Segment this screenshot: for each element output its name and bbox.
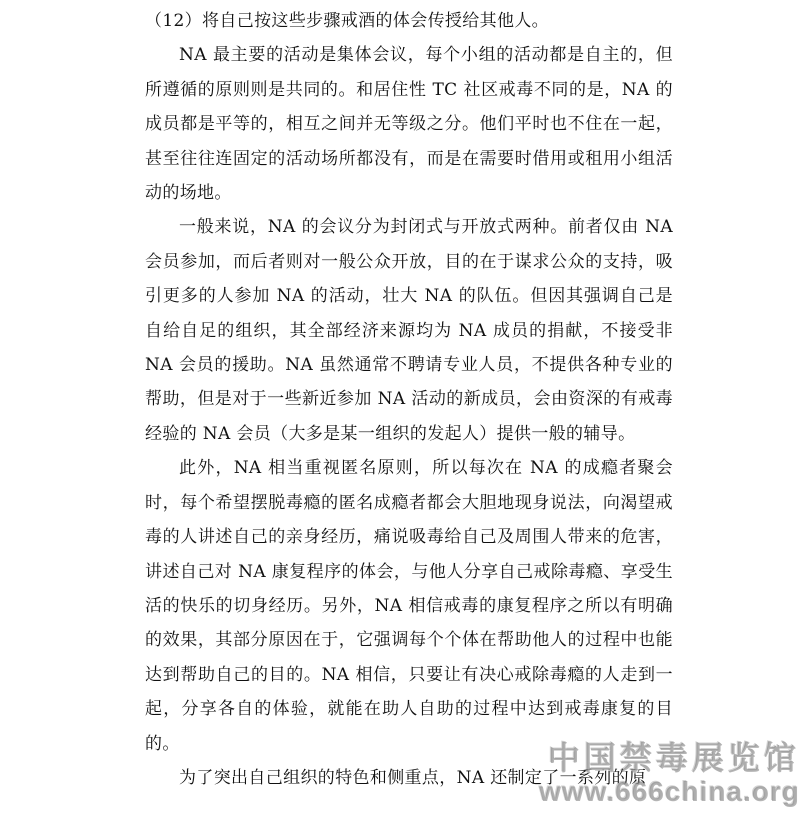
watermark-url: www.666china.org [539, 776, 800, 807]
paragraph-na-activities: NA 最主要的活动是集体会议，每个小组的活动都是自主的，但所遵循的原则则是共同的。和居住性 TC 社区戒毒不同的是，NA 的成员都是平等的，相互之间并无等级之分。他们平时也不住在一起，甚至往往连固定的活动场所都没有，而是在需要时借用或租用小组活动的场地。 [145, 45, 673, 204]
watermark-title: 中国禁毒展览馆 [547, 740, 800, 776]
paragraph-na-meetings: 一般来说，NA 的会议分为封闭式与开放式两种。前者仅由 NA 会员参加，而后者则对一般公众开放，目的在于谋求公众的支持，吸引更多的人参加 NA 的活动，壮大 NA 的队伍。但因其强调自己是自给自足的组织，其全部经济来源均为 NA 成员的捐献，不接受非 NA 会员的援助。NA 虽然通常不聘请专业人员，不提供各种专业的帮助，但是对于一些新近参加 NA 活动的新成员，会由资深的有戒毒经验的 NA 会员（大多是某一组织的发起人）提供一般的辅导。 [145, 217, 673, 444]
paragraph-step-12: （12）将自己按这些步骤戒酒的体会传授给其他人。 [145, 11, 550, 31]
document-page [145, 0, 673, 817]
paragraph-organization-features: 为了突出自己组织的特色和侧重点，NA 还制定了一系列的原 [179, 767, 647, 788]
paragraph-anonymity: 此外，NA 相当重视匿名原则，所以每次在 NA 的成瘾者聚会时，每个希望摆脱毒瘾的匿名成瘾者都会大胆地现身说法，向渴望戒毒的人讲述自己的亲身经历，痛说吸毒给自己及周围人带来的危害，讲述自己对 NA 康复程序的体会，与他人分享自己戒除毒瘾、享受生活的快乐的切身经历。另外，NA 相信戒毒的康复程序之所以有明确的效果，其部分原因在于，它强调每个个体在帮助他人的过程中也能达到帮助自己的目的。NA 相信，只要让有决心戒除毒瘾的人走到一起，分享各自的体验，就能在助人自助的过程中达到戒毒康复的目的。 [145, 458, 673, 754]
